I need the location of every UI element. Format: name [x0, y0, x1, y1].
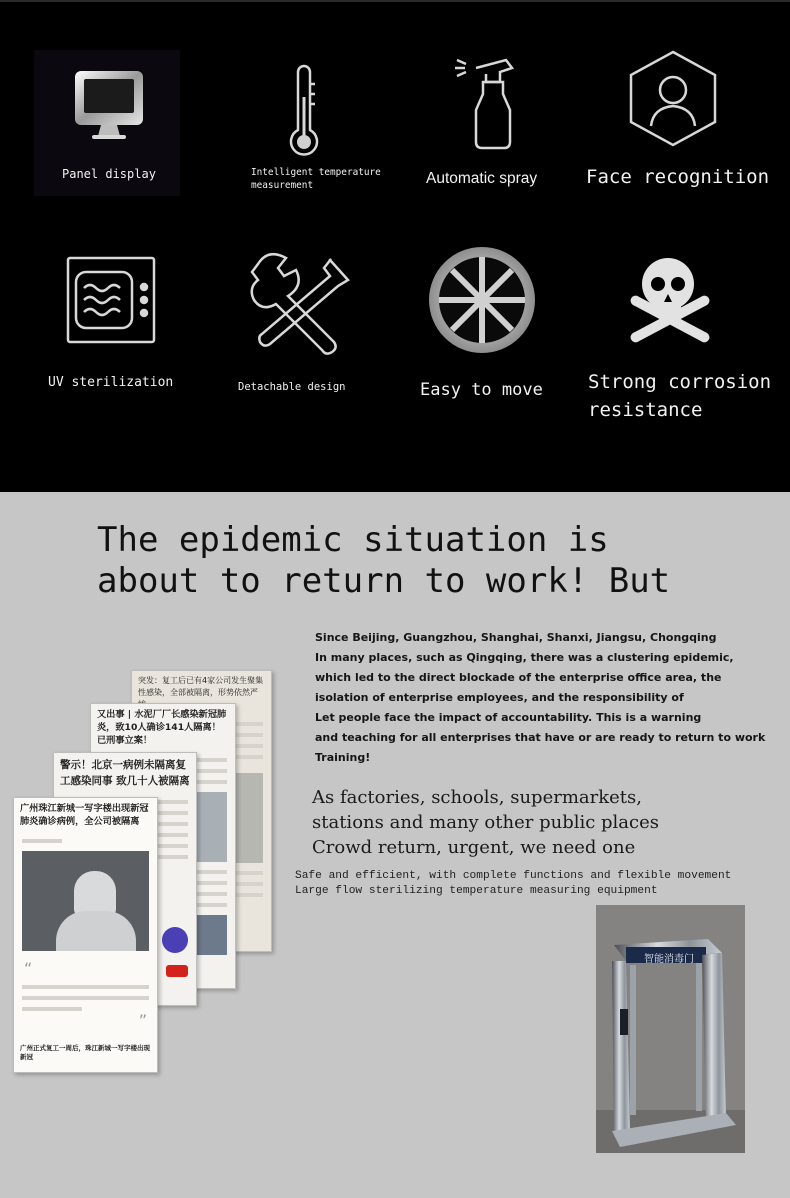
- sterilizing-door-photo: [596, 905, 745, 1153]
- door-sign: 智能消毒门: [644, 954, 694, 965]
- wheel-icon: [429, 247, 535, 353]
- intro-paragraph: Since Beijing, Guangzhou, Shanghai, Shanxi, Jiangsu, Chongqing In many places, such as Qingqing, there was a clustering epidemic, which led to the direct blockade of the enterprise office area, the isolation of enterprise employees, and the responsibility of Let people face the impact of accountability. This is a warning and teaching for all enterprises that have or are ready to return to work Training!: [315, 631, 766, 764]
- news-clipping-4: 广州珠江新城一写字楼出现新冠肺炎确诊病例，全公司被隔离 “ ” 广州正式复工一周后，珠江新城一写字楼出现新冠: [13, 797, 158, 1073]
- monitor-icon: [75, 71, 143, 139]
- news-clipping-4-headline: 广州珠江新城一写字楼出现新冠肺炎确诊病例，全公司被隔离: [20, 803, 149, 827]
- protective-suit-photo: [22, 851, 149, 951]
- safe-efficient-text: Safe and efficient, with complete functions and flexible movement Large flow sterilizing temperature measuring equipment: [295, 870, 732, 897]
- sterilizing-door-illustration: [596, 905, 745, 1153]
- news-clipping-4-footer: 广州正式复工一周后，珠江新城一写字楼出现新冠: [20, 1044, 150, 1061]
- news-clipping-1-headline: 突发：复工后已有4家公司发生聚集性感染，全部被隔离，形势依然严: [138, 676, 264, 697]
- places-paragraph: As factories, schools, supermarkets, stations and many other public places Crowd return, urgent, we need one: [312, 787, 660, 858]
- feature-label-detachable: Detachable design: [238, 381, 346, 393]
- feature-label-uv: UV sterilization: [48, 375, 174, 390]
- feature-label-temperature: Intelligent temperature measurement: [251, 167, 381, 191]
- news-clipping-2-headline: 又出事 | 水泥厂厂长感染新冠肺炎，致10人确诊141人隔离！已刑事立案！: [97, 709, 227, 746]
- feature-label-move: Easy to move: [420, 380, 543, 400]
- red-button-icon: [166, 965, 188, 977]
- feature-label-panel-display: Panel display: [62, 167, 156, 181]
- face-recognition-icon: [631, 52, 715, 145]
- headline: The epidemic situation is about to return to work! But: [97, 520, 671, 601]
- badge-icon: [162, 927, 188, 953]
- features-panel: [0, 0, 790, 492]
- thermometer-icon: [291, 66, 317, 155]
- hammer-wrench-icon: [252, 254, 348, 353]
- news-clipping-3-headline: 警示！北京一病例未隔离复工感染同事 致几十人被隔离: [60, 759, 190, 787]
- feature-label-corrosion: Strong corrosion resistance: [588, 371, 772, 421]
- spray-bottle-icon: [455, 60, 512, 148]
- uv-sterilizer-icon: [68, 258, 154, 342]
- feature-label-face: Face recognition: [586, 166, 770, 188]
- feature-label-spray: Automatic spray: [426, 170, 538, 187]
- skull-crossbones-icon: [629, 258, 711, 344]
